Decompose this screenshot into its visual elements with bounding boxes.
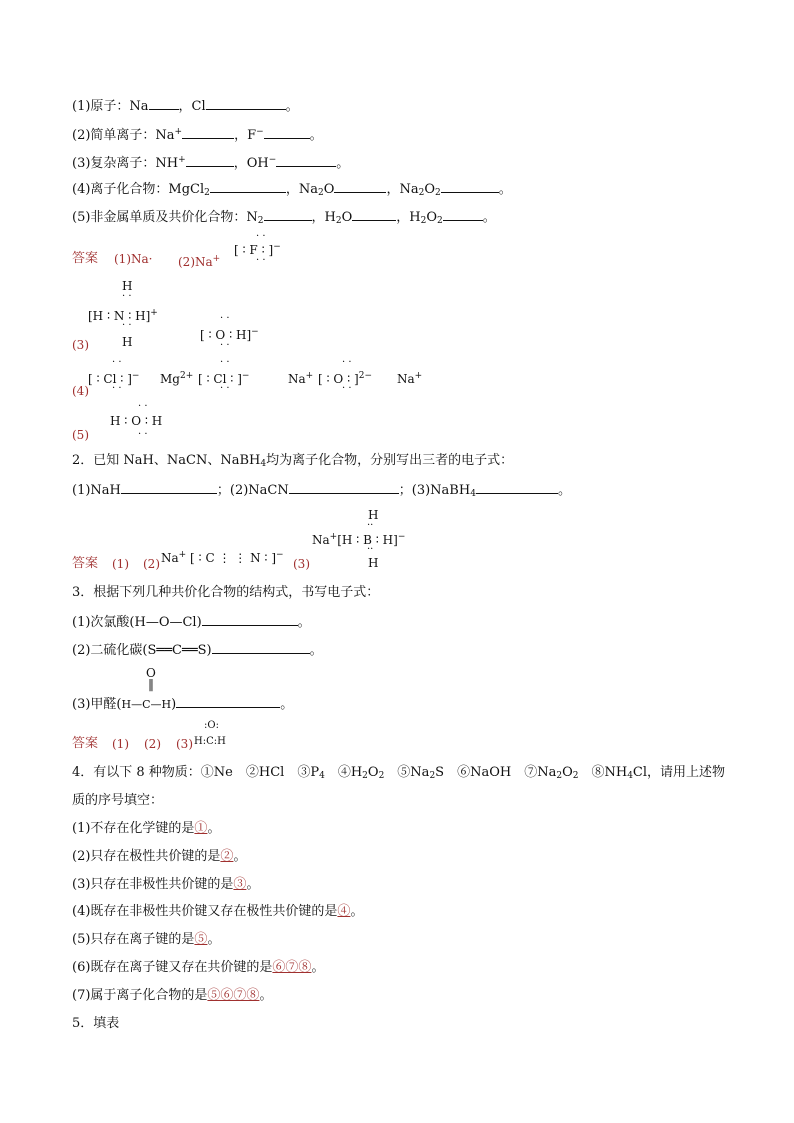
BH4-dots-bot: ··	[367, 544, 374, 555]
BH4-H-top: H	[368, 508, 379, 522]
q1-line2: (2)简单离子：Na+ ，F− 。	[72, 127, 323, 143]
BH4-H-bot: H	[368, 556, 379, 570]
OH-dots-bot: · ·	[220, 340, 230, 351]
answer-label-1: 答案	[72, 251, 99, 266]
answer-label-3: 答案	[72, 736, 99, 751]
H2O-formula: H ∶ O ∶ H	[110, 414, 163, 428]
q1-line5: (5)非金属单质及共价化合物：$N_2$ ，$H_2O$ ，$H_2O_2$ 。	[72, 207, 496, 230]
MgCl2-dots-top2: · ·	[220, 357, 230, 368]
MgCl2-Mg: $Mg^{2+}$	[160, 371, 194, 386]
answer-1-3: (3)	[72, 338, 89, 352]
q3-b: (2)二硫化碳(S══C══S) 。	[72, 640, 323, 660]
q4-item-3: (3)只存在非极性共价键的是③。	[72, 877, 260, 892]
answer-1-1: (1)Na·	[114, 252, 153, 266]
answer-1-5: (5)	[72, 428, 89, 442]
Na2O2-dots-bot: · ·	[342, 383, 352, 394]
answer-3-3: (3)	[176, 737, 193, 751]
q1-line4: (4)离子化合物：MgCl$_2$ ，$Na_2O$ ，$Na_2O_2$ 。	[72, 179, 512, 202]
H2O-dots-top: · ·	[138, 401, 148, 412]
MgCl2-dots-bot2: · ·	[220, 383, 230, 394]
q3-title: 3．根据下列几种共价化合物的结构式，书写电子式：	[72, 585, 380, 600]
F-ion: [ ∶ F ∶ ]−	[234, 242, 281, 257]
q3-c: (3)甲醛(H—C—H) 。	[72, 694, 293, 714]
NH4-dots-bot: · ·	[122, 320, 132, 331]
answer-2-3: (3)	[293, 557, 310, 571]
q4-item-4: (4)既存在非极性共价键又存在极性共价键的是④。	[72, 904, 364, 919]
q1-line1: (1)原子：Na ，Cl 。	[72, 96, 299, 116]
MgCl2-Cl2: [ ∶ Cl ∶ ]−	[198, 371, 250, 386]
MgCl2-Cl1: [ ∶ Cl ∶ ]−	[88, 371, 140, 386]
q4-item-1: (1)不存在化学键的是①。	[72, 821, 221, 836]
F-dots-bot: · ·	[256, 255, 266, 266]
q5-title: 5．填表	[72, 1016, 120, 1031]
MgCl2-dots-top1: · ·	[112, 357, 122, 368]
answer-1-2: (2)Na+	[178, 254, 221, 269]
Na2O2-ion: [ ∶ O ∶ ]$^{2-}$	[318, 371, 372, 386]
formaldehyde-double-bond: ‖	[148, 677, 154, 691]
Na2O2-Na2: Na+	[397, 371, 423, 386]
MgCl2-dots-bot1: · ·	[112, 383, 122, 394]
NaCN-formula: Na+ [ ∶ C ⋮ ⋮ N ∶ ]−	[161, 550, 284, 565]
q4-item-2: (2)只存在极性共价键的是②。	[72, 849, 247, 864]
answer-3-1: (1)	[112, 737, 129, 751]
OH-dots-top: · ·	[220, 313, 230, 324]
Na2O2-Na1: Na+	[288, 371, 314, 386]
q4-item-7: (7)属于离子化合物的是⑤⑥⑦⑧。	[72, 988, 273, 1003]
q4-item-5: (5)只存在离子键的是⑤。	[72, 932, 221, 947]
HCHO-main: H:C:H	[194, 736, 226, 747]
OH-ion: [ ∶ O ∶ H]−	[200, 327, 259, 342]
q4-item-6: (6)既存在离子键又存在共价键的是⑥⑦⑧。	[72, 960, 325, 975]
answer-1-4: (4)	[72, 384, 89, 398]
NH4-dots-top: · ·	[122, 291, 132, 302]
formaldehyde-O: O	[146, 666, 156, 680]
answer-3-2: (2)	[144, 737, 161, 751]
q2-title: 2．已知 NaH、NaCN、NaBH$_4$均为离子化合物，分别写出三者的电子式：	[72, 453, 514, 469]
NaBH4-formula: Na+[H ∶ B ∶ H]−	[312, 532, 406, 547]
answer-2-2: (2)	[143, 557, 160, 571]
Na2O2-dots-top: · ·	[342, 357, 352, 368]
NH4-ion: [H ∶ N ∶ H]+	[88, 308, 158, 323]
answer-label-2: 答案	[72, 556, 99, 571]
NH4-H-bot: H	[122, 335, 133, 349]
q1-line3: (3)复杂离子：NH+ ，OH− 。	[72, 155, 350, 171]
q4-title: 4．有以下 8 种物质：①Ne ②HCl $③P_4$ $④H_2O_2$ $⑤Na_2S$ ⑥NaOH $⑦Na_2O_2$ $⑧NH_4Cl$，请用上述物	[72, 765, 726, 781]
q3-a: (1)次氯酸(H—O—Cl) 。	[72, 612, 311, 632]
H2O-dots-bot: · ·	[138, 429, 148, 440]
BH4-dots-top: ··	[367, 520, 374, 531]
F-dots-top: · ·	[256, 231, 266, 242]
NH4-H-top: H	[122, 279, 133, 293]
q2-blanks: (1)NaH ；(2)NaCN ；(3)NaBH$_4$ 。	[72, 480, 571, 503]
answer-2-1: (1)	[112, 557, 129, 571]
HCHO-O: :O:	[204, 720, 219, 731]
q4-title-line2: 质的序号填空：	[72, 793, 164, 808]
